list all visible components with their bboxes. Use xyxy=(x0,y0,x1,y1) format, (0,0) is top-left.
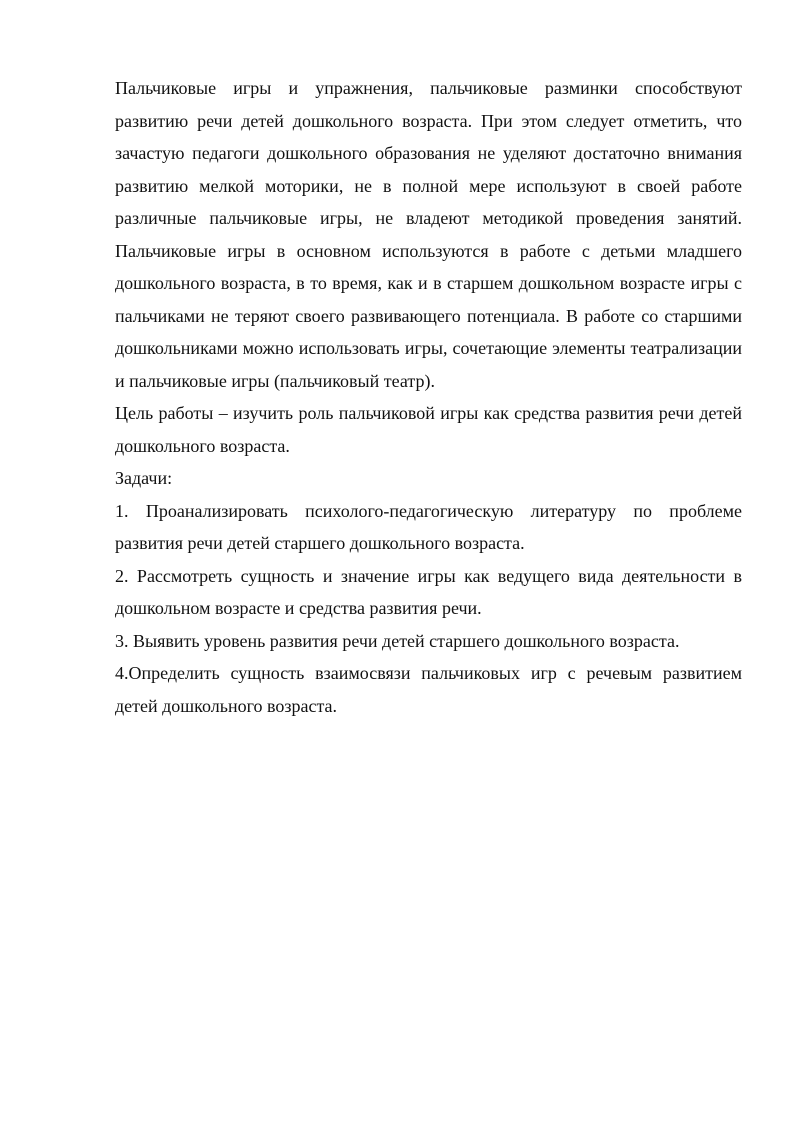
task-item-1: 1. Проанализировать психолого-педагогическую литературу по проблеме развития речи детей старшего дошкольного возраста. xyxy=(115,500,742,553)
goal-paragraph: Цель работы – изучить роль пальчиковой игры как средства развития речи детей дошкольного возраста. xyxy=(115,403,742,456)
tasks-heading: Задачи: xyxy=(115,468,173,488)
task-item-3: 3. Выявить уровень развития речи детей старшего дошкольного возраста. xyxy=(115,630,680,651)
document-body xyxy=(115,72,742,722)
task-item-4: 4.Определить сущность взаимосвязи пальчиковых игр с речевым развитием детей дошкольного возраста. xyxy=(115,663,742,716)
task-item-2: 2. Рассмотреть сущность и значение игры как ведущего вида деятельности в дошкольном возрасте и средства развития речи. xyxy=(115,565,742,618)
intro-paragraph: Пальчиковые игры и упражнения, пальчиковые разминки способствуют развитию речи детей дошкольного возраста. При этом следует отметить, что зачастую педагоги дошкольного образования не уделяют достаточно внимания развитию мелкой моторики, не в полной мере используют в своей работе различные пальчиковые игры, не владеют методикой проведения занятий. Пальчиковые игры в основном используются в работе с детьми младшего дошкольного возраста, в то время, как и в старшем дошкольном возрасте игры с пальчиками не теряют своего развивающего потенциала. В работе со старшими дошкольниками можно использовать игры, сочетающие элементы театрализации и пальчиковые игры (пальчиковый театр). xyxy=(115,78,742,391)
